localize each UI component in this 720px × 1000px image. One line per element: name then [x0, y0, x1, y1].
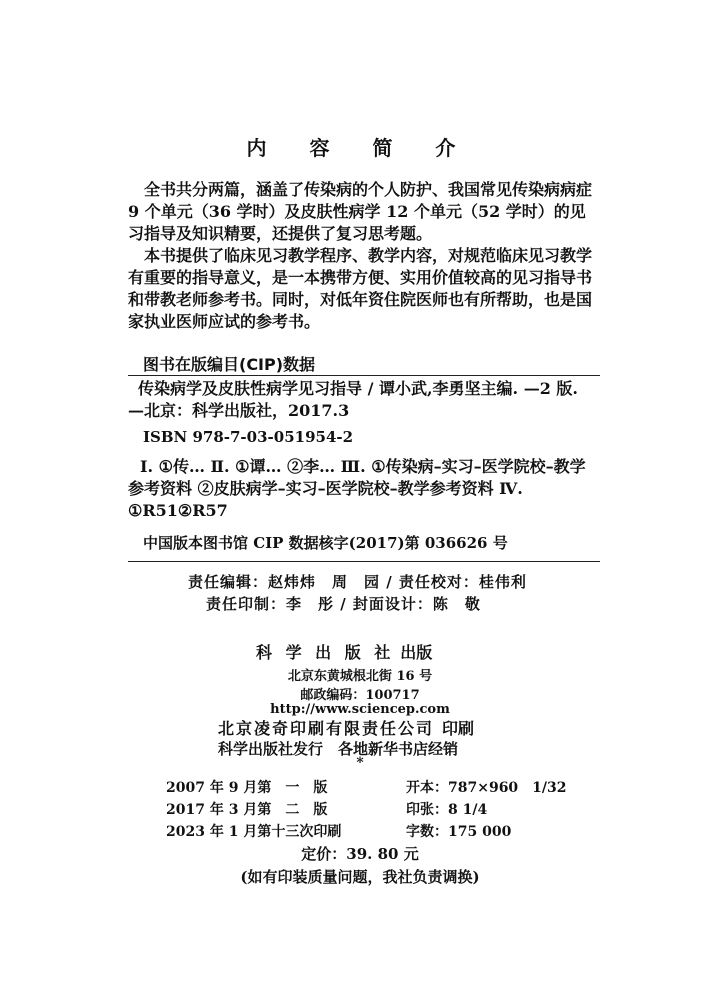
cip-classification-text: Ⅰ. ①传… Ⅱ. ①谭… ②李… Ⅲ. ①传染病–实习–医学院校–教学参考资料 ②皮肤病学–实习–医学院校–教学参考资料 Ⅳ. ①R51②R57	[128, 457, 586, 520]
cip-bottom-divider	[128, 561, 600, 562]
cip-classification	[128, 456, 600, 522]
cip-heading: 图书在版编目(CIP)数据	[143, 355, 316, 374]
edition-first: 2007 年 9 月第 一 版	[166, 780, 328, 796]
edition-row-1	[166, 777, 567, 797]
distribution-line: 科学出版社发行 各地新华书店经销	[218, 740, 459, 758]
printer-suffix: 印刷	[442, 719, 475, 738]
quality-note: (如有印装质量问题，我社负责调换)	[240, 868, 480, 886]
publisher-url: http://www.sciencep.com	[270, 702, 450, 717]
publisher-postal: 邮政编码：100717	[300, 688, 420, 703]
intro-paragraph-2	[128, 245, 600, 333]
page-title: 内 容 简 介	[246, 136, 474, 160]
publisher-suffix: 出版	[400, 643, 433, 662]
cip-isbn: ISBN 978-7-03-051954-2	[143, 428, 354, 446]
cip-entry-text: 传染病学及皮肤性病学见习指导 / 谭小武,李勇坚主编. —2 版. —北京：科学出版社，2017.3	[128, 379, 578, 420]
staff-line-2: 责任印制：李 彤 / 封面设计：陈 敬	[206, 595, 481, 613]
cip-entry	[128, 378, 600, 422]
separator-star: *	[356, 755, 364, 771]
printed-sheets: 印张：8 1/4	[406, 802, 488, 818]
publisher-line	[256, 640, 432, 663]
staff-line-1: 责任编辑：赵炜炜 周 园 / 责任校对：桂伟利	[188, 573, 527, 591]
edition-row-3	[166, 821, 511, 841]
printer-line	[218, 716, 474, 739]
format-size: 开本：787×960 1/32	[406, 780, 567, 796]
publisher-address: 北京东黄城根北街 16 号	[287, 669, 433, 684]
publisher-name: 科 学 出 版 社	[256, 643, 395, 662]
edition-second: 2017 年 3 月第 二 版	[166, 802, 328, 818]
printer-name: 北京凌奇印刷有限责任公司	[218, 719, 435, 738]
intro-text-1: 全书共分两篇，涵盖了传染病的个人防护、我国常见传染病病症 9 个单元（36 学时）及皮肤性病学 12 个单元（52 学时）的见习指导及知识精要，还提供了复习思考题。	[128, 180, 593, 243]
edition-row-2	[166, 799, 487, 819]
cip-record: 中国版本图书馆 CIP 数据核字(2017)第 036626 号	[143, 534, 508, 552]
intro-paragraph-1	[128, 179, 600, 245]
word-count: 字数：175 000	[406, 824, 512, 840]
intro-text-2: 本书提供了临床见习教学程序、教学内容，对规范临床见习教学有重要的指导意义，是一本携带方便、实用价值较高的见习指导书和带教老师参考书。同时，对低年资住院医师也有所帮助，也是国家执业医师应试的参考书。	[128, 246, 593, 331]
cip-top-divider	[128, 375, 600, 376]
printing-number: 2023 年 1 月第十三次印刷	[166, 824, 342, 840]
price: 定价：39. 80 元	[301, 845, 419, 863]
